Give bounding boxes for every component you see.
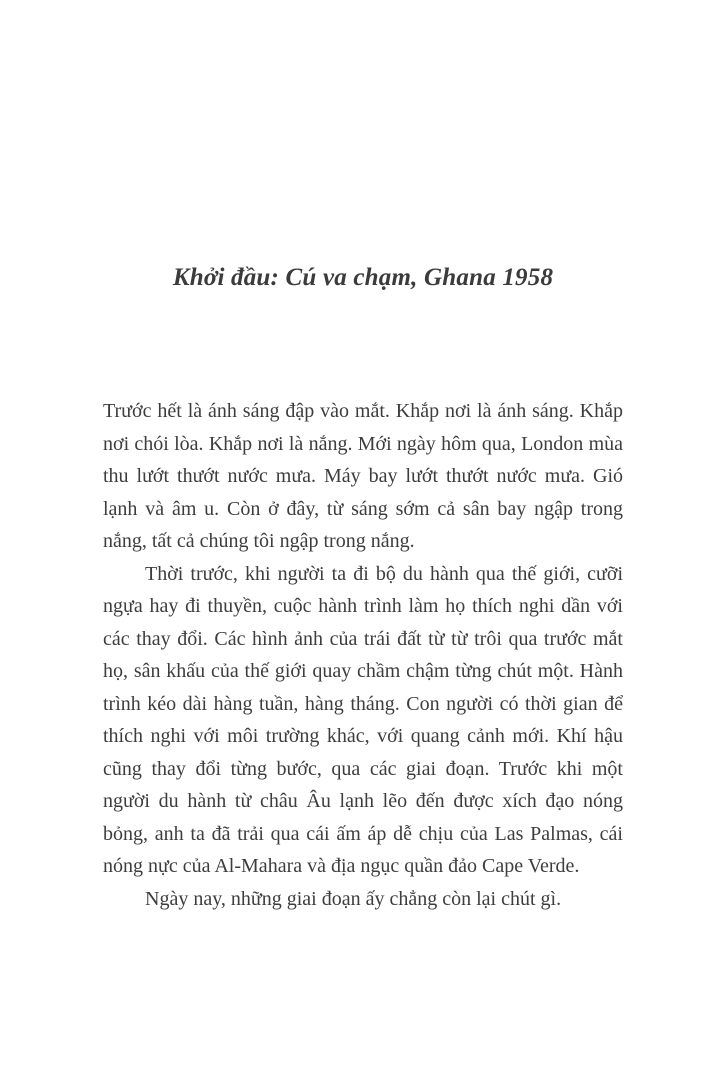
body-text xyxy=(103,395,623,915)
paragraph: Thời trước, khi người ta đi bộ du hành qua thế giới, cưỡi ngựa hay đi thuyền, cuộc hành trình làm họ thích nghi dần với các thay đổi. Các hình ảnh của trái đất từ từ trôi qua trước mắt họ, sân khấu của thế giới quay chầm chậm từng chút một. Hành trình kéo dài hàng tuần, hàng tháng. Con người có thời gian để thích nghi với môi trường khác, với quang cảnh mới. Khí hậu cũng thay đổi từng bước, qua các giai đoạn. Trước khi một người du hành từ châu Âu lạnh lẽo đến được xích đạo nóng bỏng, anh ta đã trải qua cái ấm áp dễ chịu của Las Palmas, cái nóng nực của Al-Mahara và địa ngục quần đảo Cape Verde. xyxy=(103,562,623,877)
paragraph: Ngày nay, những giai đoạn ấy chẳng còn lại chút gì. xyxy=(145,887,562,910)
paragraph: Trước hết là ánh sáng đập vào mắt. Khắp nơi là ánh sáng. Khắp nơi chói lòa. Khắp nơi là nắng. Mới ngày hôm qua, London mùa thu lướt thướt nước mưa. Máy bay lướt thướt nước mưa. Gió lạnh và âm u. Còn ở đây, từ sáng sớm cả sân bay ngập trong nắng, tất cả chúng tôi ngập trong nắng. xyxy=(103,400,623,552)
chapter-title: Khởi đầu: Cú va chạm, Ghana 1958 xyxy=(172,264,554,291)
